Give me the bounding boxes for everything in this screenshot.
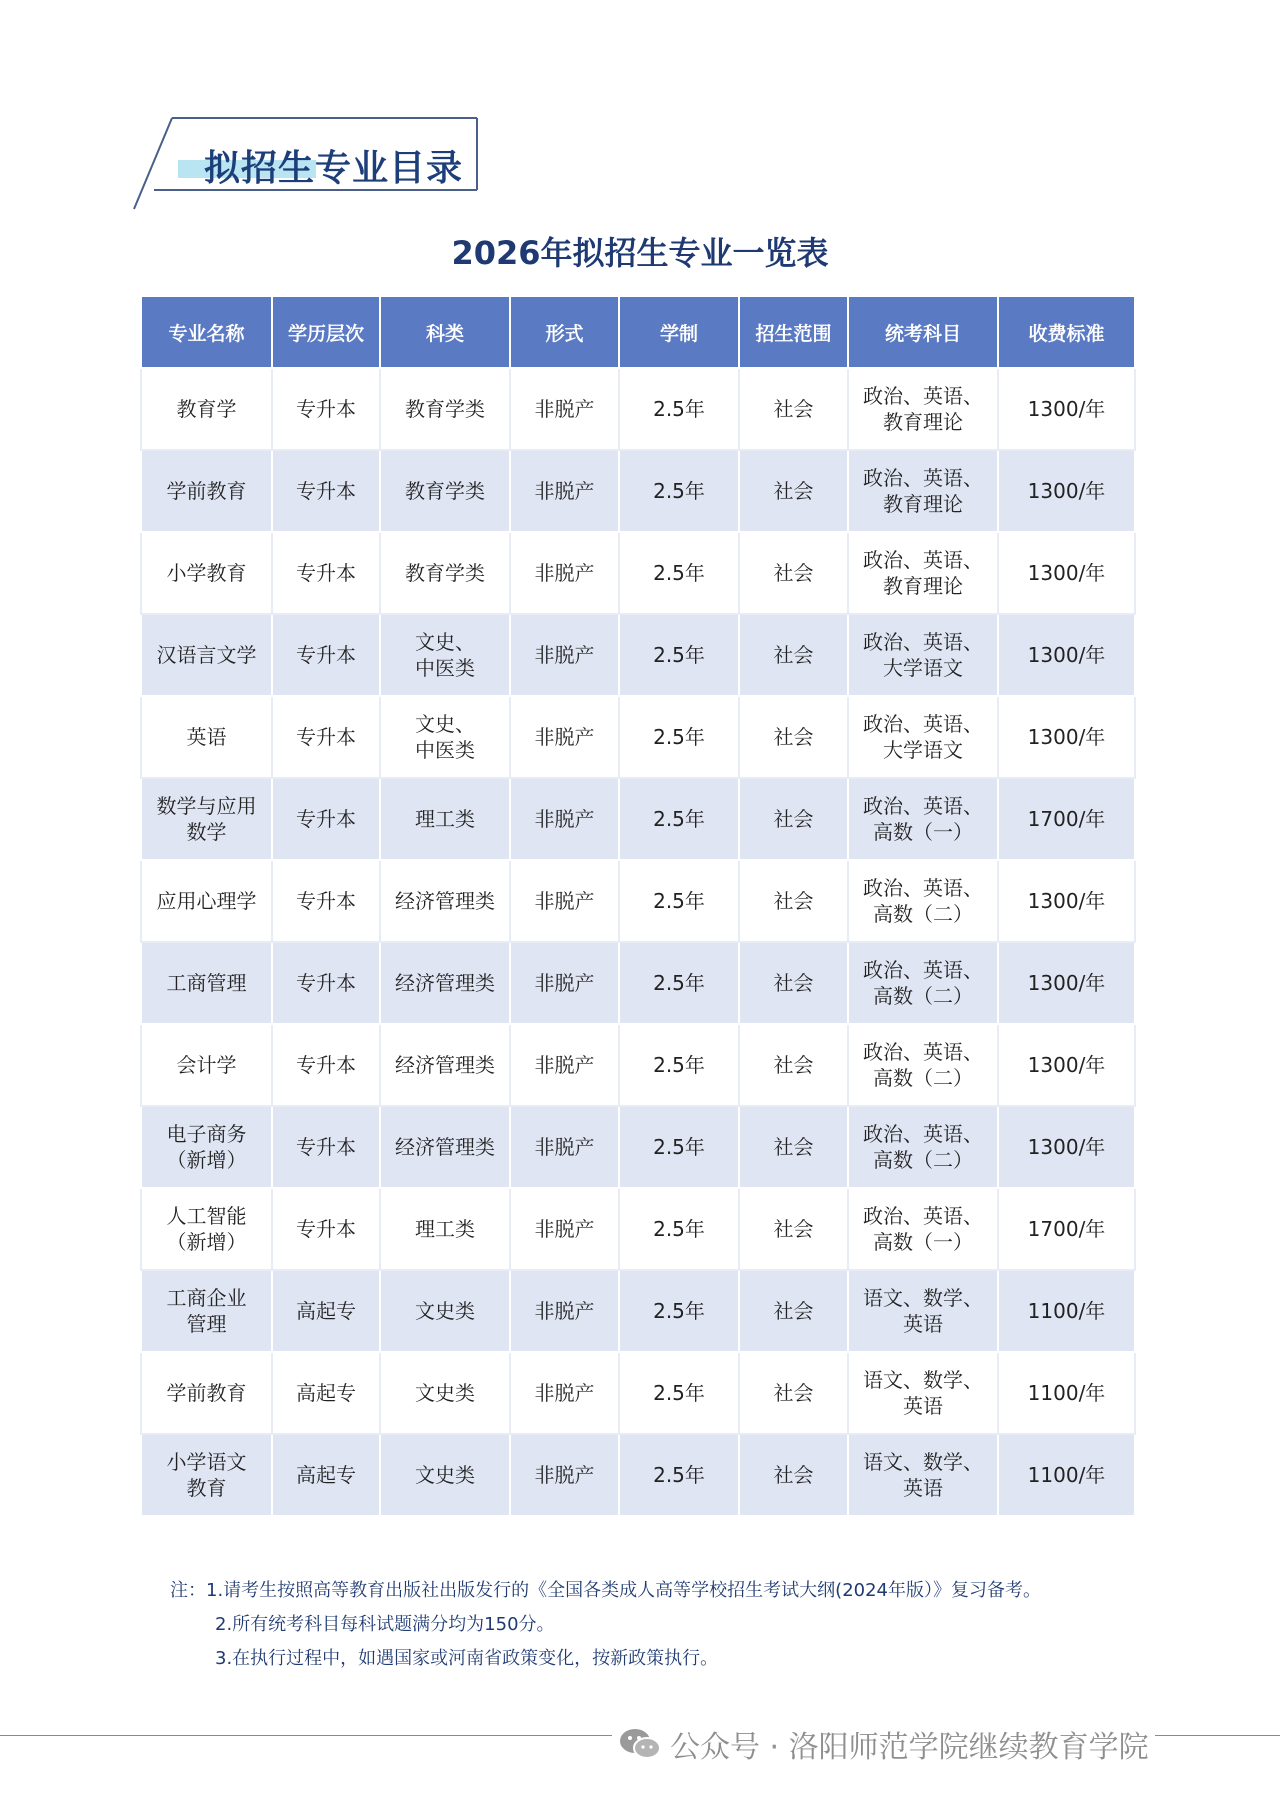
note-line-2: 2.所有统考科目每科试题满分均为150分。	[215, 1614, 555, 1635]
table-cell: 会计学	[141, 1024, 272, 1106]
table-cell: 1300/年	[998, 614, 1135, 696]
column-header: 专业名称	[141, 296, 272, 368]
table-cell: 1100/年	[998, 1352, 1135, 1434]
table-cell: 文史类	[380, 1434, 510, 1516]
table-cell: 经济管理类	[380, 1106, 510, 1188]
table-cell: 英语	[141, 696, 272, 778]
table-cell: 政治、英语、 大学语文	[848, 614, 998, 696]
table-cell: 非脱产	[510, 1270, 619, 1352]
table-cell: 社会	[739, 614, 848, 696]
table-cell: 政治、英语、 教育理论	[848, 450, 998, 532]
table-row	[141, 942, 1135, 1024]
table-cell: 2.5年	[619, 450, 739, 532]
note-line-3: 3.在执行过程中，如遇国家或河南省政策变化，按新政策执行。	[215, 1648, 719, 1669]
table-cell: 2.5年	[619, 942, 739, 1024]
table-cell: 2.5年	[619, 1434, 739, 1516]
table-cell: 专升本	[272, 532, 380, 614]
table-cell: 教育学类	[380, 368, 510, 450]
table-cell: 汉语言文学	[141, 614, 272, 696]
section-title: 拟招生专业目录	[204, 148, 464, 189]
table-cell: 非脱产	[510, 1106, 619, 1188]
table-cell: 学前教育	[141, 1352, 272, 1434]
table-cell: 非脱产	[510, 778, 619, 860]
table-cell: 1300/年	[998, 368, 1135, 450]
table-row	[141, 368, 1135, 450]
table-cell: 文史类	[380, 1270, 510, 1352]
table-cell: 专升本	[272, 368, 380, 450]
table-cell: 社会	[739, 1188, 848, 1270]
table-cell: 非脱产	[510, 532, 619, 614]
table-cell: 社会	[739, 696, 848, 778]
table-cell: 非脱产	[510, 1188, 619, 1270]
table-cell: 高起专	[272, 1352, 380, 1434]
table-row	[141, 696, 1135, 778]
table-cell: 非脱产	[510, 614, 619, 696]
table-cell: 非脱产	[510, 368, 619, 450]
table-cell: 非脱产	[510, 450, 619, 532]
table-row	[141, 1024, 1135, 1106]
column-header: 形式	[510, 296, 619, 368]
table-cell: 教育学	[141, 368, 272, 450]
table-row	[141, 450, 1135, 532]
table-cell: 非脱产	[510, 1024, 619, 1106]
table-cell: 教育学类	[380, 532, 510, 614]
section-badge	[132, 116, 482, 211]
table-cell: 政治、英语、 高数（一）	[848, 1188, 998, 1270]
wechat-icon	[618, 1726, 662, 1762]
table-cell: 2.5年	[619, 1024, 739, 1106]
column-header: 统考科目	[848, 296, 998, 368]
note-line-1: 注：1.请考生按照高等教育出版社出版发行的《全国各类成人高等学校招生考试大纲(2024年版）》复习备考。	[170, 1580, 1041, 1601]
table-cell: 非脱产	[510, 860, 619, 942]
table-cell: 1700/年	[998, 1188, 1135, 1270]
table-cell: 社会	[739, 532, 848, 614]
table-cell: 2.5年	[619, 532, 739, 614]
table-cell: 非脱产	[510, 696, 619, 778]
table-row	[141, 1188, 1135, 1270]
table-cell: 小学语文 教育	[141, 1434, 272, 1516]
table-cell: 社会	[739, 1106, 848, 1188]
table-cell: 1300/年	[998, 450, 1135, 532]
table-cell: 1100/年	[998, 1434, 1135, 1516]
table-cell: 1300/年	[998, 696, 1135, 778]
table-cell: 非脱产	[510, 1434, 619, 1516]
document-title: 2026年拟招生专业一览表	[451, 234, 829, 272]
table-cell: 1100/年	[998, 1270, 1135, 1352]
table-cell: 语文、数学、 英语	[848, 1434, 998, 1516]
table-cell: 2.5年	[619, 1352, 739, 1434]
table-cell: 社会	[739, 368, 848, 450]
notes	[170, 1574, 1041, 1676]
column-header: 科类	[380, 296, 510, 368]
column-header: 学制	[619, 296, 739, 368]
table-cell: 社会	[739, 1434, 848, 1516]
table-cell: 2.5年	[619, 778, 739, 860]
table-row	[141, 778, 1135, 860]
table-cell: 社会	[739, 860, 848, 942]
table-cell: 理工类	[380, 1188, 510, 1270]
table-row	[141, 1106, 1135, 1188]
table-cell: 政治、英语、 高数（二）	[848, 1024, 998, 1106]
table-cell: 政治、英语、 教育理论	[848, 368, 998, 450]
table-cell: 专升本	[272, 614, 380, 696]
table-cell: 教育学类	[380, 450, 510, 532]
table-cell: 1300/年	[998, 860, 1135, 942]
table-cell: 1300/年	[998, 1024, 1135, 1106]
table-cell: 政治、英语、 教育理论	[848, 532, 998, 614]
table-cell: 2.5年	[619, 1188, 739, 1270]
table-row	[141, 1352, 1135, 1434]
table-cell: 经济管理类	[380, 860, 510, 942]
table-cell: 数学与应用 数学	[141, 778, 272, 860]
table-cell: 高起专	[272, 1434, 380, 1516]
table-cell: 经济管理类	[380, 942, 510, 1024]
major-table	[140, 295, 1136, 1517]
table-cell: 社会	[739, 1270, 848, 1352]
table-cell: 专升本	[272, 450, 380, 532]
table-cell: 社会	[739, 1352, 848, 1434]
table-cell: 2.5年	[619, 696, 739, 778]
table-cell: 小学教育	[141, 532, 272, 614]
table-cell: 1300/年	[998, 942, 1135, 1024]
column-header: 招生范围	[739, 296, 848, 368]
table-cell: 工商管理	[141, 942, 272, 1024]
table-cell: 专升本	[272, 1188, 380, 1270]
table-cell: 社会	[739, 778, 848, 860]
table-cell: 1300/年	[998, 532, 1135, 614]
table-cell: 专升本	[272, 778, 380, 860]
table-cell: 1300/年	[998, 1106, 1135, 1188]
table-cell: 语文、数学、 英语	[848, 1352, 998, 1434]
table-cell: 1700/年	[998, 778, 1135, 860]
table-cell: 人工智能 （新增）	[141, 1188, 272, 1270]
table-cell: 2.5年	[619, 614, 739, 696]
table-cell: 电子商务 （新增）	[141, 1106, 272, 1188]
column-header: 学历层次	[272, 296, 380, 368]
table-cell: 应用心理学	[141, 860, 272, 942]
table-cell: 文史、 中医类	[380, 614, 510, 696]
table-row	[141, 1270, 1135, 1352]
table-header-row	[141, 296, 1135, 368]
table-cell: 专升本	[272, 1024, 380, 1106]
table-cell: 非脱产	[510, 942, 619, 1024]
table-cell: 2.5年	[619, 368, 739, 450]
table-cell: 经济管理类	[380, 1024, 510, 1106]
table-row	[141, 614, 1135, 696]
table-cell: 专升本	[272, 860, 380, 942]
table-cell: 社会	[739, 450, 848, 532]
table-cell: 政治、英语、 高数（一）	[848, 778, 998, 860]
table-cell: 文史类	[380, 1352, 510, 1434]
table-cell: 政治、英语、 大学语文	[848, 696, 998, 778]
watermark-text: 公众号 · 洛阳师范学院继续教育学院	[670, 1730, 1149, 1765]
table-cell: 专升本	[272, 1106, 380, 1188]
table-cell: 非脱产	[510, 1352, 619, 1434]
table-cell: 文史、 中医类	[380, 696, 510, 778]
table-cell: 学前教育	[141, 450, 272, 532]
table-cell: 理工类	[380, 778, 510, 860]
table-cell: 2.5年	[619, 1106, 739, 1188]
watermark	[612, 1722, 1155, 1766]
table-row	[141, 1434, 1135, 1516]
table-cell: 专升本	[272, 696, 380, 778]
column-header: 收费标准	[998, 296, 1135, 368]
table-cell: 专升本	[272, 942, 380, 1024]
table-cell: 社会	[739, 1024, 848, 1106]
table-row	[141, 860, 1135, 942]
table-cell: 语文、数学、 英语	[848, 1270, 998, 1352]
table-cell: 政治、英语、 高数（二）	[848, 942, 998, 1024]
table-cell: 2.5年	[619, 1270, 739, 1352]
table-cell: 政治、英语、 高数（二）	[848, 1106, 998, 1188]
table-cell: 2.5年	[619, 860, 739, 942]
table-cell: 高起专	[272, 1270, 380, 1352]
table-cell: 社会	[739, 942, 848, 1024]
table-row	[141, 532, 1135, 614]
table-cell: 政治、英语、 高数（二）	[848, 860, 998, 942]
table-cell: 工商企业 管理	[141, 1270, 272, 1352]
